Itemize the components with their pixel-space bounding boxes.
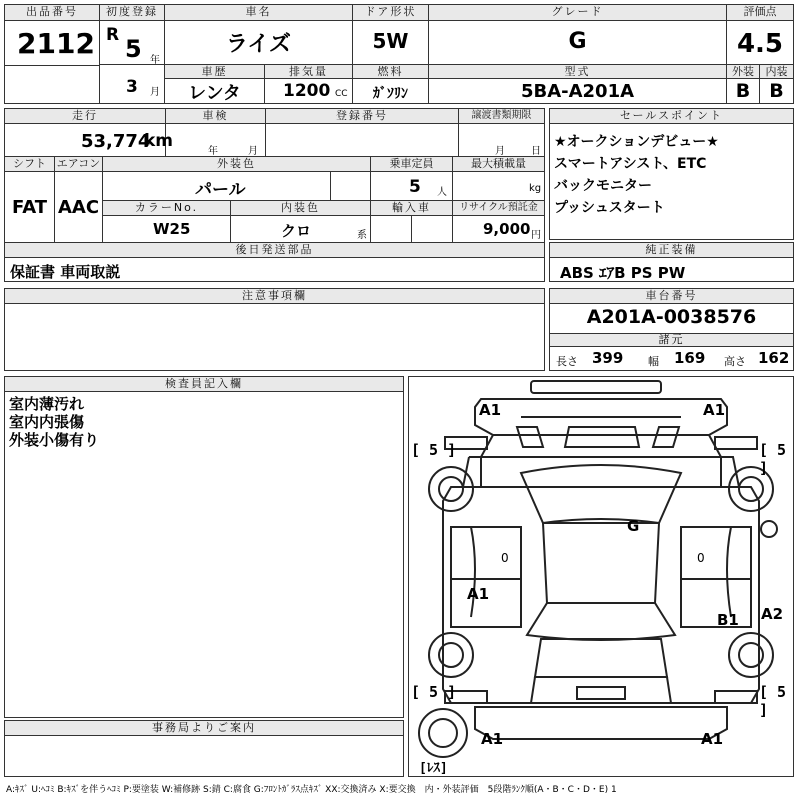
chassis	[549, 288, 794, 371]
grade-cell	[429, 5, 727, 65]
load-label: 最大積載量	[453, 157, 544, 172]
era: R	[106, 25, 120, 45]
inspector-note: 室内薄汚れ	[9, 395, 85, 413]
recycle-cell	[453, 201, 544, 243]
chassis-label: 車台番号	[550, 289, 793, 304]
header-grid	[4, 4, 794, 104]
sales-point-item: プッシュスタート	[554, 200, 665, 216]
regno-cell	[266, 109, 459, 157]
model-label: 車名	[165, 5, 352, 21]
score-cell	[727, 5, 793, 65]
recycle-unit: 円	[531, 230, 541, 241]
inspection-label: 車検	[166, 109, 265, 124]
width-value: 169	[674, 349, 706, 367]
fuel-cell	[353, 65, 429, 103]
mark-front-left: A1	[479, 401, 502, 419]
lot-label: 出品番号	[5, 5, 99, 21]
capacity-value: 5	[409, 177, 421, 197]
first-reg-cell	[100, 5, 165, 103]
ext-color-label: 外装色	[103, 157, 370, 172]
color-no-cell	[103, 201, 231, 243]
color-no-value: W25	[153, 220, 191, 238]
sales-point-item: スマートアシスト、ETC	[554, 156, 707, 172]
tire-front-left: [ 5 ]	[411, 441, 457, 459]
history-label: 車歴	[165, 65, 264, 79]
transfer-day-unit: 日	[531, 146, 541, 157]
inspection-month-unit: 月	[248, 146, 258, 157]
score-value: 4.5	[736, 29, 784, 59]
year-unit: 年	[150, 55, 160, 66]
zero-right: 0	[697, 551, 705, 565]
equipment-value: ABS ｴｱB PS PW	[560, 264, 686, 282]
history-cell	[165, 65, 265, 103]
load-unit: kg	[529, 183, 542, 194]
displacement-cell	[265, 65, 353, 103]
inspection-year-unit: 年	[208, 146, 218, 157]
reg-month: 3	[126, 77, 138, 97]
door-cell	[353, 5, 429, 65]
first-reg-label: 初度登録	[100, 5, 164, 21]
sales-point-item: ★オークションデビュー★	[554, 134, 719, 150]
lot-blank	[5, 65, 100, 103]
type-label: 型式	[429, 65, 726, 79]
chassis-number: A201A-0038576	[586, 306, 757, 328]
spare-tire: [ﾚｽ]	[419, 761, 448, 776]
legend: A:ｷｽﾞ U:ﾍｺﾐ B:ｷｽﾞを伴うﾍｺﾐ P:要塗装 W:補修跡 S:錆 C:腐食 G:ﾌﾛﾝﾄｶﾞﾗｽ点ｷｽﾞ XX:交換済み X:要交換 内・外装評価 5段階ﾗﾝｸ順(A・B・C・D・E) 1	[6, 785, 617, 795]
ac-label: エアコン	[56, 157, 101, 170]
zero-left: 0	[501, 551, 509, 565]
month-unit: 月	[150, 87, 160, 98]
transfer-month-unit: 月	[495, 146, 505, 157]
inspection-cell	[166, 109, 266, 157]
load-cell	[453, 157, 544, 201]
damage-diagram	[408, 376, 794, 777]
type-value: 5BA-A201A	[520, 81, 635, 102]
displacement-unit: CC	[335, 89, 348, 99]
length-label: 長さ	[556, 355, 578, 368]
ext-color-cell	[103, 157, 371, 201]
import-label: 輸入車	[371, 201, 452, 216]
inspector-label: 検査員記入欄	[5, 377, 403, 392]
later-parts-value: 保証書 車両取説	[10, 263, 121, 281]
lot-number: 2112	[17, 27, 95, 60]
ext-grade-label: 外装	[727, 65, 759, 79]
dims-label: 諸元	[550, 333, 793, 347]
later-parts-cell	[5, 243, 544, 281]
caution-label: 注意事項欄	[5, 289, 544, 304]
height-value: 162	[758, 349, 790, 367]
inspector-note: 外装小傷有り	[9, 431, 100, 449]
shift-label: シフト	[5, 157, 54, 172]
tire-rear-right: [ 5 ]	[759, 683, 787, 719]
width-label: 幅	[648, 355, 659, 368]
lot-cell	[5, 5, 100, 65]
door-label: ドア形状	[353, 5, 428, 21]
equipment-label: 純正装備	[550, 243, 793, 258]
displacement-value: 1200	[283, 81, 331, 101]
int-grade-label: 内装	[760, 65, 793, 79]
mileage-unit: km	[144, 131, 174, 151]
mileage-value: 53,774	[81, 131, 151, 152]
recycle-label: リサイクル預託金	[453, 201, 544, 216]
mileage-cell	[5, 109, 174, 157]
length-value: 399	[592, 349, 624, 367]
regno-label: 登録番号	[266, 109, 458, 124]
ac-value: AAC	[57, 197, 100, 218]
score-label: 評価点	[727, 5, 793, 21]
grade-label: グレード	[429, 5, 726, 21]
int-grade-cell	[760, 65, 793, 103]
door-type: 5W	[372, 29, 409, 53]
reg-year: 5	[125, 35, 142, 63]
history-value: レンタ	[188, 83, 241, 104]
shift-cell	[5, 157, 55, 243]
tire-front-right: [ 5 ]	[759, 441, 787, 477]
grade-value: G	[568, 29, 587, 54]
int-color-unit: 系	[357, 230, 367, 241]
fuel-value: ｶﾞｿﾘﾝ	[373, 86, 408, 102]
spec-grid	[4, 108, 545, 282]
mark-rear-left: A1	[481, 730, 504, 748]
int-grade-value: B	[769, 80, 784, 102]
mark-left-door: A1	[467, 585, 490, 603]
ext-grade-value: B	[735, 80, 751, 102]
import-cell	[371, 201, 453, 243]
ac-cell	[55, 157, 103, 243]
car-outline	[409, 377, 793, 776]
sales-points-label: セールスポイント	[550, 109, 793, 124]
mark-right-fender: A2	[761, 605, 784, 623]
int-color-cell	[231, 201, 371, 243]
displacement-label: 排気量	[265, 65, 352, 79]
office-label: 事務局よりご案内	[5, 721, 403, 736]
caution	[4, 288, 545, 371]
fuel-label: 燃料	[353, 65, 428, 79]
office-notice	[4, 720, 404, 777]
int-color-value: クロ	[281, 222, 312, 240]
height-label: 高さ	[724, 355, 746, 368]
inspector-note: 室内内張傷	[9, 413, 85, 431]
model-name: ライズ	[225, 32, 292, 57]
sales-point-item: バックモニター	[554, 178, 652, 194]
recycle-value: 9,000	[483, 220, 531, 238]
later-parts-label: 後日発送部品	[5, 243, 544, 258]
equipment	[549, 242, 794, 282]
mark-roof: G	[627, 517, 640, 535]
inspector-notes	[4, 376, 404, 718]
shift-value: FAT	[11, 197, 48, 218]
model-cell	[165, 5, 353, 65]
tire-rear-left: [ 5 ]	[411, 683, 457, 701]
transfer-label: 譲渡書類期限	[459, 109, 544, 124]
type-cell	[429, 65, 727, 103]
mark-front-right: A1	[703, 401, 726, 419]
sales-points	[549, 108, 794, 240]
color-no-label: カラーNo.	[103, 201, 230, 216]
ext-color-value: パール	[195, 180, 246, 200]
capacity-label: 乗車定員	[371, 157, 452, 172]
mark-right-rear-door: B1	[717, 611, 739, 629]
int-color-label: 内装色	[231, 201, 370, 216]
mileage-label: 走行	[5, 109, 165, 124]
transfer-cell	[459, 109, 544, 157]
capacity-cell	[371, 157, 453, 201]
mark-rear-right: A1	[701, 730, 724, 748]
ext-grade-cell	[727, 65, 760, 103]
capacity-unit: 人	[437, 187, 447, 198]
